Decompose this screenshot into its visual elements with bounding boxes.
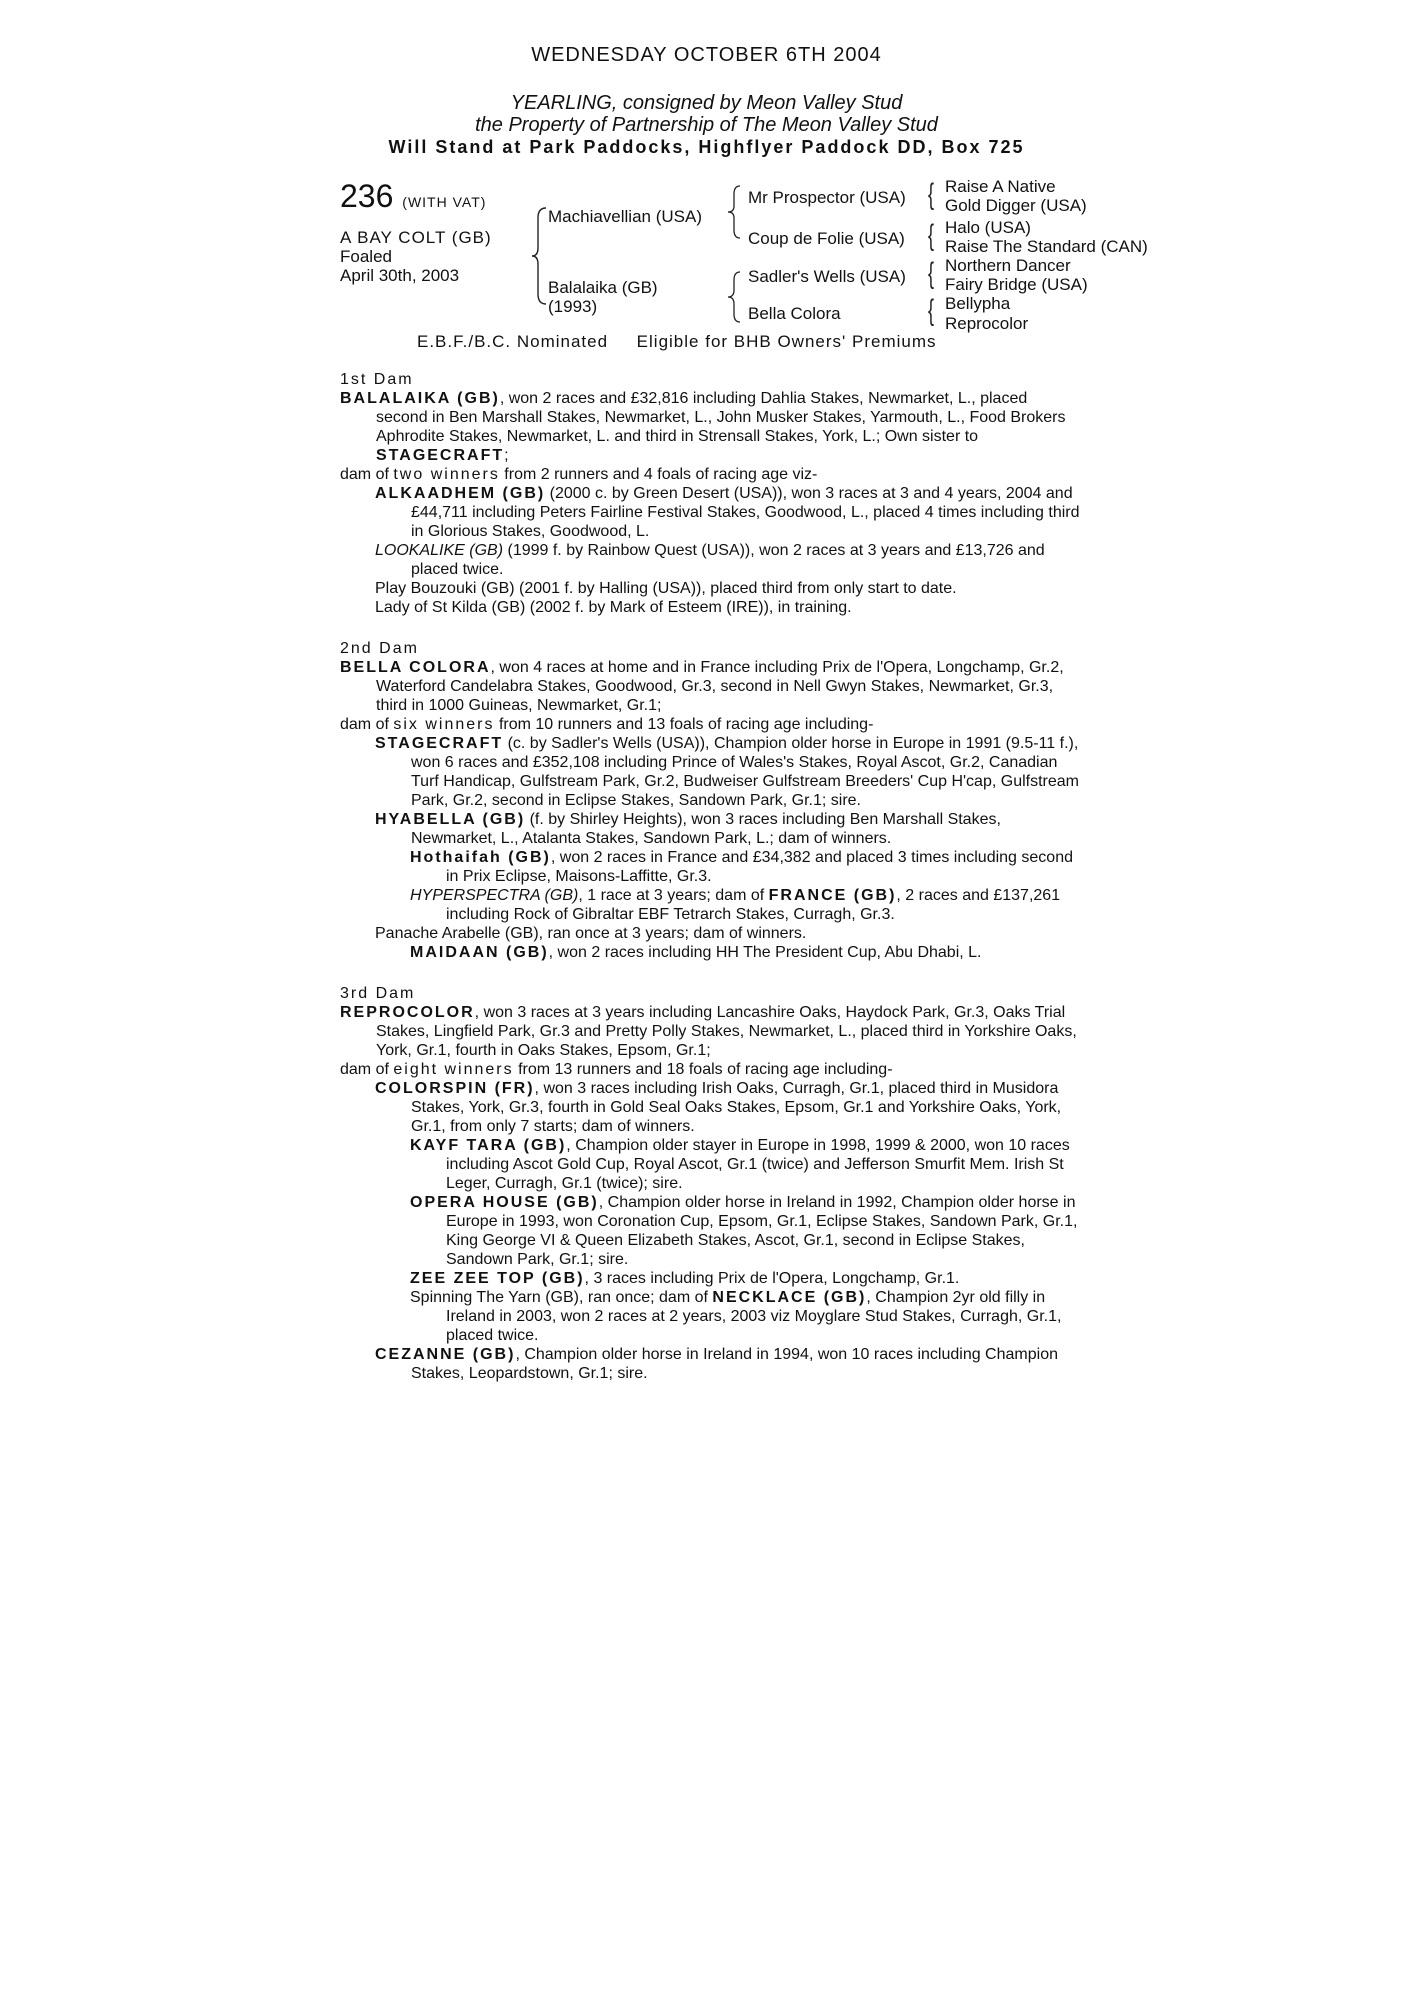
- produce-name: ZEE ZEE TOP (GB): [410, 1270, 585, 1287]
- consignor-line-1: YEARLING, consigned by Meon Valley Stud: [510, 92, 903, 114]
- produce-name: LOOKALIKE (GB): [375, 542, 504, 559]
- pedigree-brace-g3: {: [928, 257, 935, 290]
- dam-of-prefix: dam of: [340, 716, 394, 733]
- winners-count: eight winners: [393, 1061, 514, 1078]
- dam-paragraph: [340, 1003, 1080, 1060]
- foaled-label: Foaled: [340, 247, 392, 266]
- dam-paragraph: [340, 389, 1080, 465]
- dam-name: BALALAIKA (GB): [340, 390, 500, 407]
- produce-record: , 1 race at 3 years; dam of: [578, 887, 769, 904]
- winners-count: six winners: [393, 716, 495, 733]
- produce-entry: [340, 1079, 1080, 1136]
- grand-produce-entry: [340, 848, 1080, 886]
- won-word: , won: [474, 1004, 513, 1021]
- produce-name: STAGECRAFT: [375, 735, 504, 752]
- produce-name: KAYF TARA (GB): [410, 1137, 567, 1154]
- foaled-date: April 30th, 2003: [340, 266, 460, 285]
- dam-of-prefix: dam of: [340, 466, 394, 483]
- second-dam-section: [340, 639, 1080, 962]
- pedigree-g3-4: Raise The Standard (CAN): [945, 237, 1148, 256]
- produce-name: HYPERSPECTRA (GB): [410, 887, 579, 904]
- produce-entry: Play Bouzouki (GB) (2001 f. by Halling (USA)), placed third from only start to date.: [375, 580, 957, 597]
- lot-number-value: 236: [340, 178, 394, 214]
- pedigree-brace-g2: {: [928, 219, 935, 252]
- winners-count: two winners: [393, 466, 500, 483]
- produce-entry: [340, 484, 1080, 541]
- dam-of-prefix: dam of: [340, 1061, 394, 1078]
- produce-name: OPERA HOUSE (GB): [410, 1194, 599, 1211]
- won-word: , won: [499, 390, 539, 407]
- produce-prefix: Spinning The Yarn (GB), ran once; dam of: [410, 1289, 713, 1306]
- produce-record: , 3 races including Prix de l'Opera, Longchamp, Gr.1.: [584, 1270, 960, 1287]
- dam-record: 2 races and £32,816 including Dahlia Stakes, Newmarket, L., placed second in Ben Marshall Stakes, Newmarket, L., John Musker Stakes, Yarmouth, L., Food Brokers Aphrodite Stakes, Newmarket, L. and third in Strensall Stakes, York, L.; Own sister to: [376, 390, 1066, 445]
- dam-of-suffix: from 2 runners and 4 foals of racing age viz-: [499, 466, 818, 483]
- produce-name: MAIDAAN (GB): [410, 944, 549, 961]
- produce-record: (c. by Sadler's Wells (USA)), Champion older horse in Europe in 1991 (9.5-11 f.), won 6 races and £352,108 including Prince of Wales's Stakes, Royal Ascot, Gr.2, Canadian Turf Handicap, Gulfstream Park, Gr.2, Budweiser Gulfstream Breeders' Cup H'cap, Gulfstream Park, Gr.2, second in Eclipse Stakes, Sandown Park, Gr.1; sire.: [411, 735, 1079, 809]
- consignor-line-2: the Property of Partnership of The Meon Valley Stud: [475, 114, 938, 136]
- nominations: E.B.F./B.C. Nominated Eligible for BHB Owners' Premiums: [417, 332, 937, 351]
- grand-produce-entry: [340, 1136, 1080, 1193]
- produce-record: , won 2 races in France and £34,382 and placed 3 times including second in Prix Eclipse, Maisons-Laffitte, Gr.3.: [446, 849, 1073, 885]
- section-heading: 3rd Dam: [340, 985, 416, 1002]
- pedigree-sire: Machiavellian (USA): [548, 207, 702, 226]
- produce-name-2: FRANCE (GB): [768, 887, 897, 904]
- pedigree-g3-6: Fairy Bridge (USA): [945, 275, 1088, 294]
- first-dam-section: [340, 370, 1080, 617]
- produce-record: , Champion older stayer in Europe in 1998, 1999 & 2000, won 10 races including Ascot Gold Cup, Royal Ascot, Gr.1 (twice) and Jefferson Smurfit Mem. Irish St Leger, Curragh, Gr.1 (twice); sire.: [446, 1137, 1070, 1192]
- produce-entry: Lady of St Kilda (GB) (2002 f. by Mark of Esteem (IRE)), in training.: [375, 599, 852, 616]
- pedigree-g3-5: Northern Dancer: [945, 256, 1071, 275]
- vat-note: (WITH VAT): [402, 194, 487, 210]
- third-dam-section: [340, 984, 1080, 1383]
- horse-description: A BAY COLT (GB): [340, 228, 492, 247]
- produce-entry: [340, 734, 1080, 810]
- produce-entry: [340, 1345, 1080, 1383]
- produce-name: ALKAADHEM (GB): [375, 485, 546, 502]
- won-word: , won: [490, 659, 529, 676]
- punct: ;: [504, 447, 509, 464]
- produce-record-2: , 2 races and £137,261 including Rock of Gibraltar EBF Tetrarch Stakes, Curragh, Gr.3.: [446, 887, 1061, 923]
- produce-entry: [340, 541, 1080, 579]
- produce-name: NECKLACE (GB): [712, 1289, 867, 1306]
- grand-produce-entry: [340, 1193, 1080, 1269]
- produce-record: (2000 c. by Green Desert (USA)), won 3 races at 3 and 4 years, 2004 and £44,711 including Peters Fairline Festival Stakes, Goodwood, L., placed 4 times including third in Glorious Stakes, Goodwood, L.: [411, 485, 1080, 540]
- pedigree-brace-sire: [728, 182, 744, 242]
- pedigree-dam-sire: Sadler's Wells (USA): [748, 267, 906, 286]
- produce-record: , Champion 2yr old filly in Ireland in 2003, won 2 races at 2 years, 2003 viz Moyglare Stud Stakes, Curragh, Gr.1, placed twice.: [446, 1289, 1062, 1344]
- pedigree-g3-1: Raise A Native: [945, 177, 1056, 196]
- pedigree-g3-8: Reprocolor: [945, 314, 1029, 333]
- dam-of-line: [340, 1060, 1080, 1079]
- pedigree-dam: Balalaika (GB): [548, 278, 658, 297]
- produce-name: COLORSPIN (FR): [375, 1080, 535, 1097]
- catalogue-body: [340, 370, 1080, 1383]
- produce-name: CEZANNE (GB): [375, 1346, 516, 1363]
- produce-record: , won 3 races including Irish Oaks, Curragh, Gr.1, placed third in Musidora Stakes, York, Gr.3, fourth in Gold Seal Oaks Stakes, Epsom, Gr.1 and Yorkshire Oaks, York, Gr.1, from only 7 starts; dam of winners.: [411, 1080, 1062, 1135]
- produce-record: , Champion older horse in Ireland in 1994, won 10 races including Champion Stakes, Leopardstown, Gr.1; sire.: [411, 1346, 1058, 1382]
- dam-name: REPROCOLOR: [340, 1004, 475, 1021]
- section-heading: 2nd Dam: [340, 640, 419, 657]
- produce-record: (1999 f. by Rainbow Quest (USA)), won 2 races at 3 years and £13,726 and placed twice.: [411, 542, 1045, 578]
- dam-paragraph: [340, 658, 1080, 715]
- pedigree-brace-g4: {: [928, 294, 935, 327]
- dam-of-line: [340, 715, 1080, 734]
- produce-record: , won 2 races including HH The President Cup, Abu Dhabi, L.: [548, 944, 982, 961]
- produce-record: (f. by Shirley Heights), won 3 races including Ben Marshall Stakes, Newmarket, L., Atalanta Stakes, Sandown Park, L.; dam of winners.: [411, 811, 1001, 847]
- pedigree-brace-dam: [728, 268, 744, 326]
- grand-produce-entry: [340, 943, 1080, 962]
- dam-record: 3 races at 3 years including Lancashire Oaks, Haydock Park, Gr.3, Oaks Trial Stakes, Lingfield Park, Gr.3 and Pretty Polly Stakes, Newmarket, L., placed third in Yorkshire Oaks, York, Gr.1, fourth in Oaks Stakes, Epsom, Gr.1;: [376, 1004, 1077, 1059]
- stand-location: Will Stand at Park Paddocks, Highflyer Paddock DD, Box 725: [388, 137, 1025, 157]
- pedigree-sire-dam: Coup de Folie (USA): [748, 229, 905, 248]
- pedigree-g3-7: Bellypha: [945, 294, 1011, 313]
- produce-record: , Champion older horse in Ireland in 1992, Champion older horse in Europe in 1993, won Coronation Cup, Epsom, Gr.1, Eclipse Stakes, Sandown Park, Gr.1, King George VI & Queen Elizabeth Stakes, Ascot, Gr.1, second in Eclipse Stakes, Sandown Park, Gr.1; sire.: [446, 1194, 1078, 1268]
- pedigree-sire-sire: Mr Prospector (USA): [748, 188, 906, 207]
- lot-number: [340, 178, 486, 215]
- grand-produce-entry: [340, 886, 1080, 924]
- dam-of-line: [340, 465, 1080, 484]
- pedigree-dam-dam: Bella Colora: [748, 304, 841, 323]
- grand-produce-entry: [340, 1269, 1080, 1288]
- dam-name: BELLA COLORA: [340, 659, 491, 676]
- produce-entry: Panache Arabelle (GB), ran once at 3 years; dam of winners.: [375, 925, 807, 942]
- produce-name: HYABELLA (GB): [375, 811, 526, 828]
- pedigree-g3-2: Gold Digger (USA): [945, 196, 1087, 215]
- sale-date: WEDNESDAY OCTOBER 6TH 2004: [531, 44, 882, 66]
- dam-record: 4 races at home and in France including Prix de l'Opera, Longchamp, Gr.2, Waterford Candelabra Stakes, Goodwood, Gr.3, second in Nell Gwyn Stakes, Newmarket, Gr.3, third in 1000 Guineas, Newmarket, Gr.1;: [376, 659, 1064, 714]
- section-heading: 1st Dam: [340, 371, 414, 388]
- dam-of-suffix: from 13 runners and 18 foals of racing age including-: [513, 1061, 893, 1078]
- produce-name: Hothaifah (GB): [410, 849, 551, 866]
- grand-produce-entry: [340, 1288, 1080, 1345]
- pedigree-g3-3: Halo (USA): [945, 218, 1031, 237]
- pedigree-dam-year: (1993): [548, 297, 598, 316]
- sibling-name: STAGECRAFT: [376, 447, 505, 464]
- produce-entry: [340, 810, 1080, 848]
- pedigree-brace-g1: {: [928, 178, 935, 211]
- dam-of-suffix: from 10 runners and 13 foals of racing age including-: [494, 716, 874, 733]
